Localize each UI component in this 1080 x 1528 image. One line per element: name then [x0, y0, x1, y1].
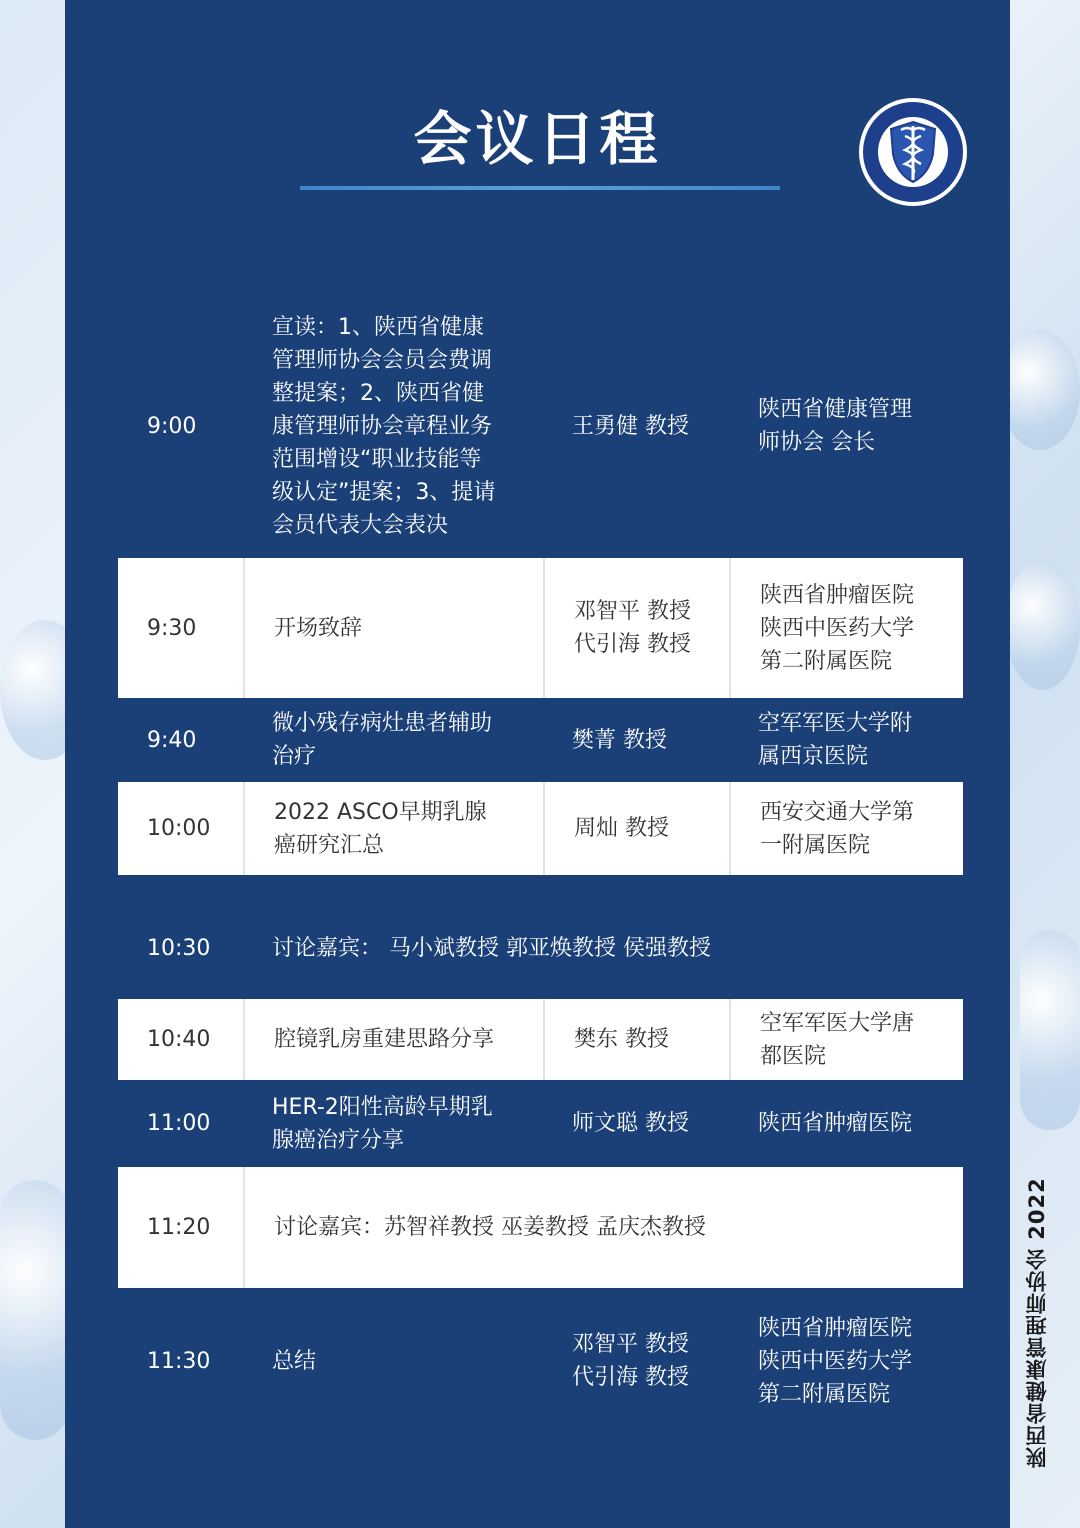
schedule-row: [118, 558, 963, 698]
schedule-topic-line: 微小残存病灶患者辅助: [272, 711, 493, 736]
schedule-organization: [729, 558, 963, 698]
schedule-topic-line: 范围增设“职业技能等: [272, 446, 482, 472]
schedule-speaker: [543, 999, 729, 1080]
decor-bubble: [1005, 560, 1080, 690]
schedule-organization: [729, 1292, 963, 1430]
schedule-organization: [729, 298, 963, 554]
schedule-organization-line: 属西京医院: [758, 744, 869, 769]
schedule-speaker-line: 邓智平 教授: [572, 1332, 689, 1357]
schedule-time: 9:40: [147, 727, 197, 753]
schedule-time: 9:00: [147, 413, 197, 439]
schedule-organization-line: 西安交通大学第: [760, 799, 915, 825]
schedule-time: 10:30: [147, 936, 211, 961]
schedule-topic-line: 总结: [272, 1348, 317, 1374]
schedule-speaker-line: 周灿 教授: [574, 816, 669, 841]
schedule-speaker-line: 樊菁 教授: [572, 727, 667, 753]
schedule-speaker-line: 王勇健 教授: [572, 413, 689, 439]
schedule-topic-line: 级认定”提案；3、提请: [272, 479, 496, 505]
schedule-speaker-line: 代引海 教授: [574, 632, 691, 657]
schedule-row: [118, 782, 963, 875]
schedule-topic-line: HER-2阳性高龄早期乳: [272, 1094, 493, 1120]
schedule-topic: [243, 999, 543, 1080]
decor-bubble: [1000, 330, 1080, 450]
schedule-topic: [243, 700, 543, 780]
schedule-row: [118, 700, 963, 780]
schedule-topic-line: 会员代表大会表决: [272, 512, 449, 538]
decor-bubble: [0, 1180, 70, 1440]
schedule-organization-line: 一附属医院: [760, 832, 871, 858]
schedule-time: 10:40: [147, 1027, 211, 1052]
schedule-time: 10:00: [147, 816, 211, 841]
schedule-topic-line: 腺癌治疗分享: [272, 1127, 405, 1153]
schedule-row: [118, 1167, 963, 1288]
discussion-guests: 讨论嘉宾： 马小斌教授 郭亚焕教授 侯强教授: [272, 936, 711, 961]
schedule-organization: [729, 700, 963, 780]
schedule-speaker-line: 代引海 教授: [572, 1365, 689, 1390]
schedule-organization-line: 都医院: [760, 1043, 827, 1069]
schedule-topic: [243, 298, 543, 554]
title-underline: [300, 186, 780, 190]
decor-bubble: [1020, 930, 1080, 1130]
schedule-row: [118, 1292, 963, 1430]
schedule-topic-line: 康管理师协会章程业务: [272, 413, 493, 439]
schedule-organization-line: 第二附属医院: [760, 648, 893, 674]
schedule-organization-line: 陕西省肿瘤医院: [760, 582, 915, 608]
schedule-topic-line: 管理师协会会员会费调: [272, 347, 493, 373]
schedule-speaker: [543, 1292, 729, 1430]
schedule-organization-line: 陕西中医药大学: [760, 615, 915, 641]
page-title: 会议日程: [413, 105, 662, 173]
schedule-topic: [243, 782, 543, 875]
schedule-topic-line: 腔镜乳房重建思路分享: [274, 1027, 495, 1052]
schedule-speaker: [543, 1082, 729, 1165]
schedule-speaker-line: 樊东 教授: [574, 1027, 669, 1052]
schedule-time: 11:00: [147, 1111, 211, 1136]
schedule-organization-line: 陕西省肿瘤医院: [758, 1111, 913, 1136]
schedule-topic-line: 整提案；2、陕西省健: [272, 380, 484, 406]
schedule-topic: [243, 558, 543, 698]
schedule-organization-line: 空军军医大学附: [758, 711, 913, 736]
schedule-topic-line: 2022 ASCO早期乳腺: [274, 799, 487, 825]
schedule-organization-line: 陕西省肿瘤医院: [758, 1315, 913, 1341]
caduceus-shield-logo: [857, 96, 969, 208]
schedule-time: 11:30: [147, 1348, 211, 1374]
footer-side-label: 陕西省健康管理师协会 2022: [1025, 1177, 1049, 1468]
schedule-organization-line: 陕西省健康管理: [758, 397, 913, 422]
schedule-organization: [729, 999, 963, 1080]
schedule-topic-line: 癌研究汇总: [274, 832, 385, 858]
schedule-speaker: [543, 782, 729, 875]
schedule-row: [118, 900, 963, 997]
schedule-speaker-line: 邓智平 教授: [574, 599, 691, 624]
schedule-organization-line: 第二附属医院: [758, 1381, 891, 1407]
schedule-organization-line: 空军军医大学唐: [760, 1010, 915, 1036]
schedule-speaker-line: 师文聪 教授: [572, 1111, 689, 1136]
schedule-organization: [729, 1082, 963, 1165]
schedule-topic-line: 宣读：1、陕西省健康: [272, 314, 484, 340]
schedule-organization: [729, 782, 963, 875]
schedule-speaker: [543, 298, 729, 554]
schedule-organization-line: 陕西中医药大学: [758, 1348, 913, 1374]
schedule-topic: [243, 1082, 543, 1165]
schedule-row: [118, 1082, 963, 1165]
schedule-time: 11:20: [147, 1215, 211, 1240]
schedule-speaker: [543, 558, 729, 698]
schedule-row: [118, 999, 963, 1080]
schedule-topic-line: 治疗: [272, 744, 317, 769]
schedule-topic-line: 开场致辞: [274, 615, 363, 641]
schedule-speaker: [543, 700, 729, 780]
discussion-guests: 讨论嘉宾：苏智祥教授 巫姜教授 孟庆杰教授: [243, 1167, 963, 1288]
schedule-row: [118, 298, 963, 554]
schedule-organization-line: 师协会 会长: [758, 430, 875, 455]
schedule-panel: [65, 0, 1010, 1528]
schedule-topic: [243, 1292, 543, 1430]
schedule-time: 9:30: [147, 615, 197, 641]
